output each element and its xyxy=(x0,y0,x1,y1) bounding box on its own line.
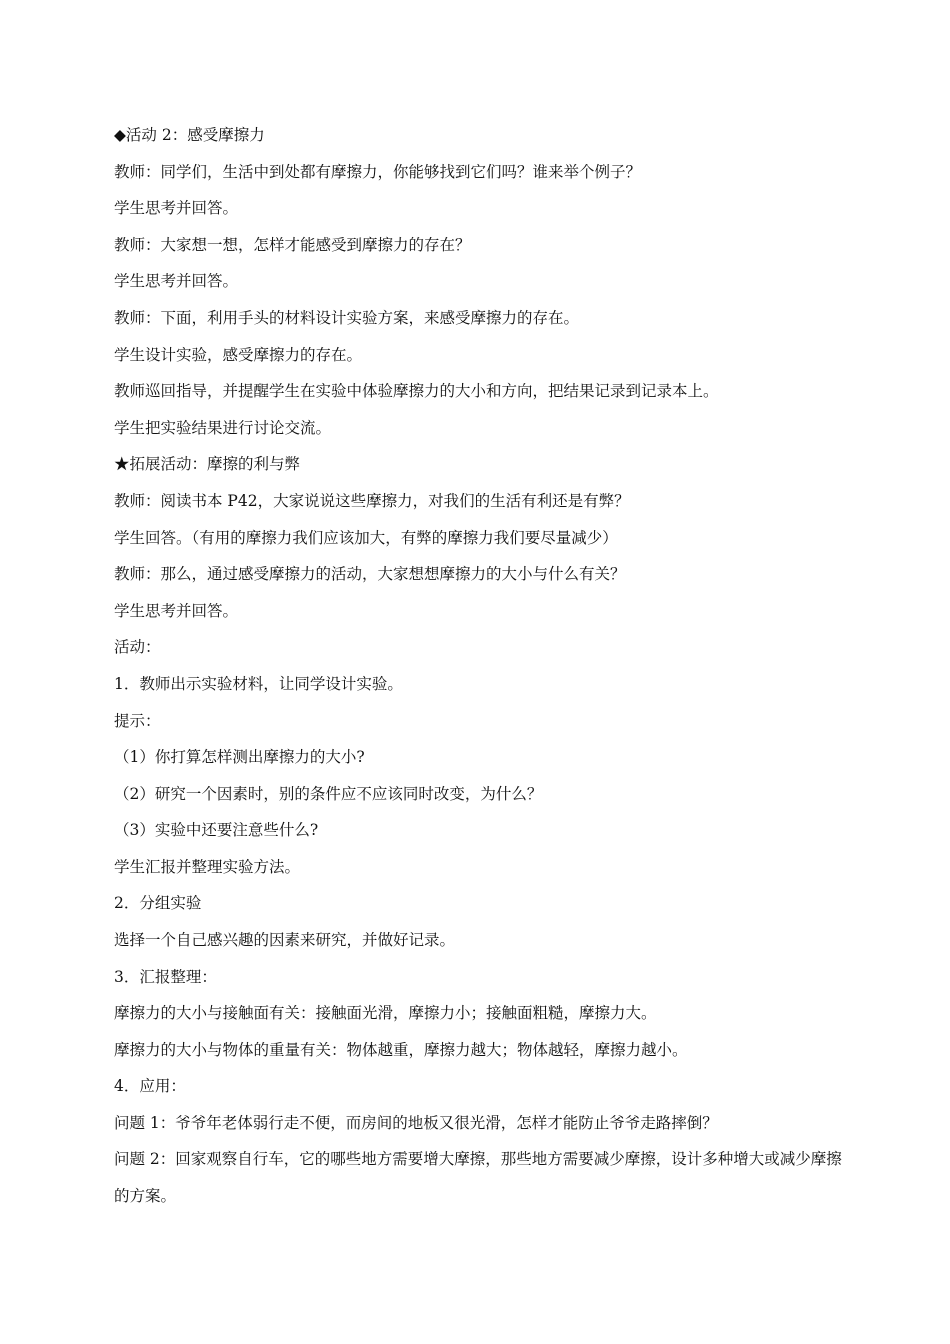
extension-activity-heading: ★拓展活动：摩擦的利与弊 xyxy=(114,455,301,474)
numbered-item-2: 2．分组实验 xyxy=(114,894,202,913)
hint-item-2: （2）研究一个因素时，别的条件应不应该同时改变，为什么？ xyxy=(114,784,543,803)
text-line: 学生回答。（有用的摩擦力我们应该加大，有弊的摩擦力我们要尽量减少） xyxy=(114,528,618,547)
activity-label: 活动： xyxy=(114,638,161,657)
text-line: 学生思考并回答。 xyxy=(114,199,239,218)
numbered-item-4: 4．应用： xyxy=(114,1077,186,1096)
text-line: 教师：那么，通过感受摩擦力的活动，大家想想摩擦力的大小与什么有关？ xyxy=(114,565,626,584)
text-line: 学生设计实验，感受摩擦力的存在。 xyxy=(114,345,363,364)
hint-label: 提示： xyxy=(114,711,161,730)
text-line: 摩擦力的大小与物体的重量有关：物体越重，摩擦力越大；物体越轻，摩擦力越小。 xyxy=(114,1040,688,1059)
text-line: 教师巡回指导，并提醒学生在实验中体验摩擦力的大小和方向，把结果记录到记录本上。 xyxy=(114,382,719,401)
text-line: 学生思考并回答。 xyxy=(114,601,239,620)
numbered-item-1: 1．教师出示实验材料，让同学设计实验。 xyxy=(114,674,403,693)
document-body xyxy=(114,124,844,1229)
text-line: 摩擦力的大小与接触面有关：接触面光滑，摩擦力小；接触面粗糙，摩擦力大。 xyxy=(114,1004,657,1023)
question-2: 问题 2：回家观察自行车，它的哪些地方需要增大摩擦，那些地方需要减少摩擦，设计多种增大或减少摩擦的方案。 xyxy=(114,1149,842,1205)
text-line: 教师：同学们，生活中到处都有摩擦力，你能够找到它们吗？谁来举个例子？ xyxy=(114,162,642,181)
text-line: 学生把实验结果进行讨论交流。 xyxy=(114,418,332,437)
text-line: 教师：阅读书本 P42，大家说说这些摩擦力，对我们的生活有利还是有弊？ xyxy=(114,491,630,510)
hint-item-1: （1）你打算怎样测出摩擦力的大小? xyxy=(114,748,365,767)
activity-2-heading: ◆活动 2：感受摩擦力 xyxy=(114,126,265,144)
text-line: 选择一个自己感兴趣的因素来研究，并做好记录。 xyxy=(114,931,456,950)
text-line: 学生思考并回答。 xyxy=(114,272,239,291)
question-1: 问题 1：爷爷年老体弱行走不便，而房间的地板又很光滑，怎样才能防止爷爷走路摔倒？ xyxy=(114,1114,718,1133)
numbered-item-3: 3．汇报整理： xyxy=(114,967,217,986)
text-line: 学生汇报并整理实验方法。 xyxy=(114,857,301,876)
hint-item-3: （3）实验中还要注意些什么? xyxy=(114,821,319,840)
text-line: 教师：大家想一想，怎样才能感受到摩擦力的存在？ xyxy=(114,235,471,254)
text-line: 教师：下面，利用手头的材料设计实验方案，来感受摩擦力的存在。 xyxy=(114,308,580,327)
